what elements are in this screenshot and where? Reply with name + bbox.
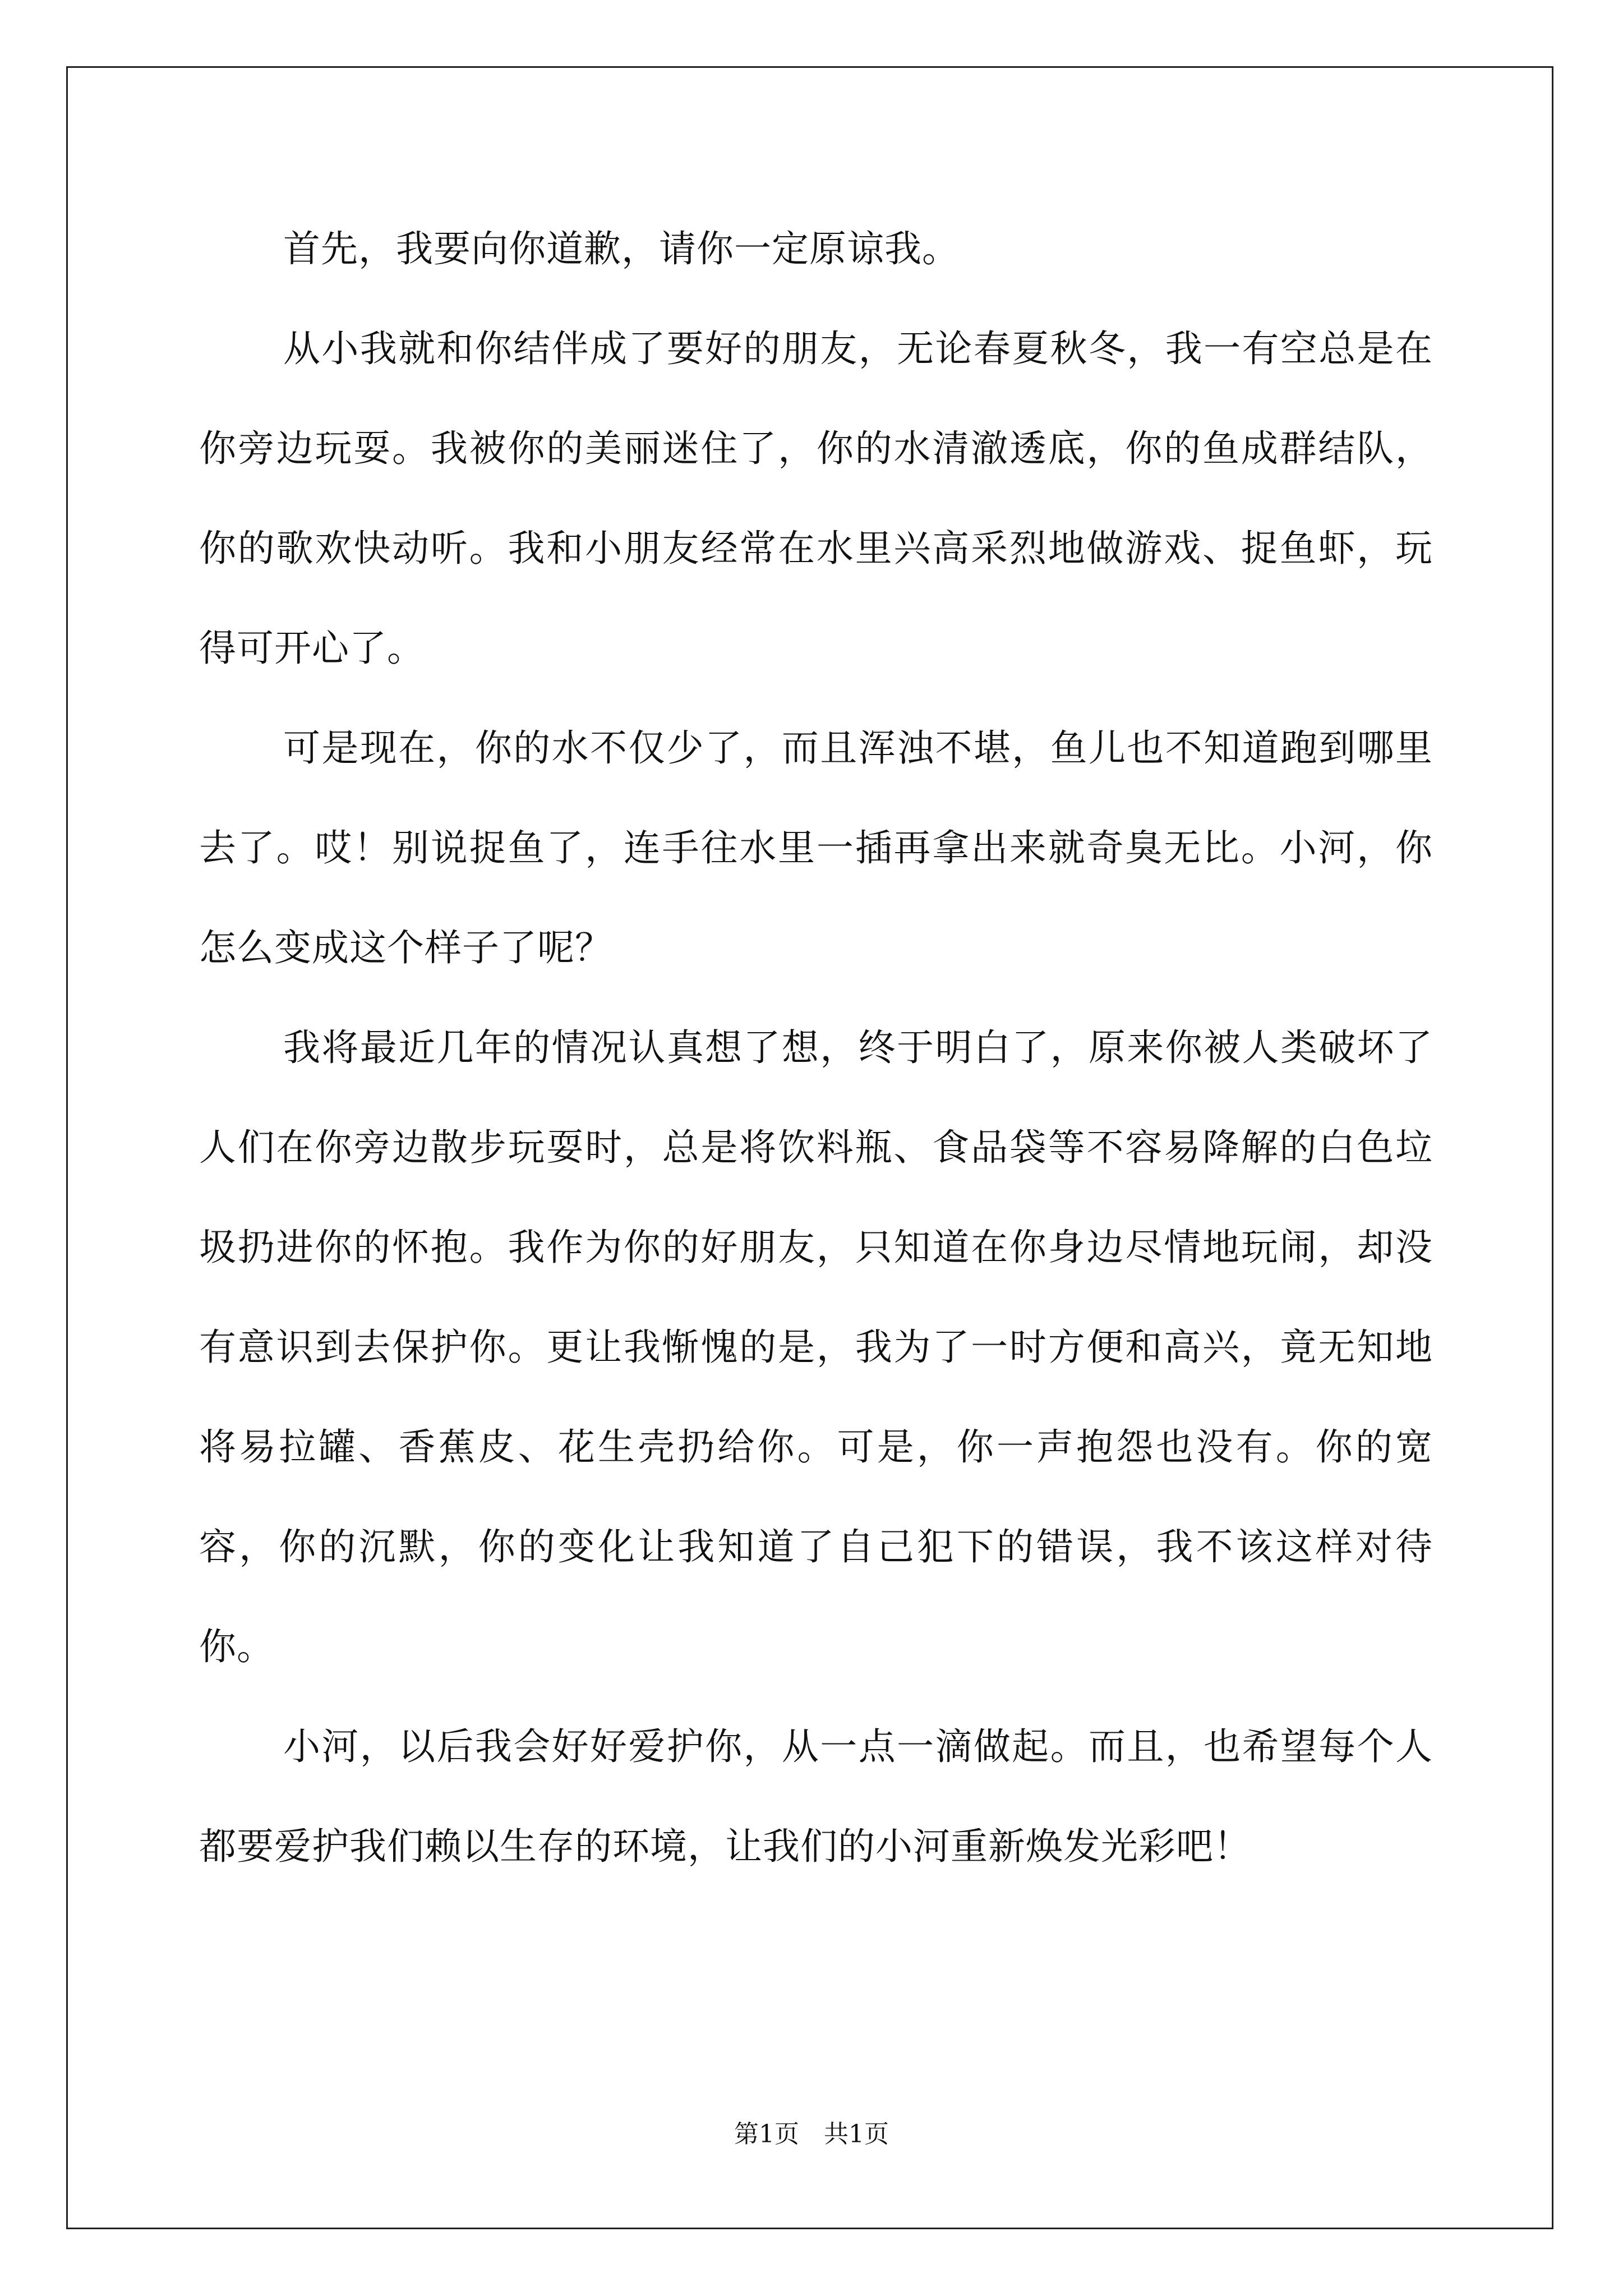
- document-body: [199, 199, 1433, 1897]
- paragraph-5: 小河，以后我会好好爱护你，从一点一滴做起。而且，也希望每个人都要爱护我们赖以生存的环境，让我们的小河重新焕发光彩吧！: [199, 1725, 1433, 1868]
- page-number: 第1页 共1页: [734, 2120, 889, 2148]
- paragraph-2: 从小我就和你结伴成了要好的朋友，无论春夏秋冬，我一有空总是在你旁边玩耍。我被你的美丽迷住了，你的水清澈透底，你的鱼成群结队，你的歌欢快动听。我和小朋友经常在水里兴高采烈地做游戏、捉鱼虾，玩得可开心了。: [199, 327, 1433, 670]
- paragraph-4: 我将最近几年的情况认真想了想，终于明白了，原来你被人类破坏了人们在你旁边散步玩耍时，总是将饮料瓶、食品袋等不容易降解的白色垃圾扔进你的怀抱。我作为你的好朋友，只知道在你身边尽情地玩闹，却没有意识到去保护你。更让我惭愧的是，我为了一时方便和高兴，竟无知地将易拉罐、香蕉皮、花生壳扔给你。可是，你一声抱怨也没有。你的宽容，你的沉默，你的变化让我知道了自己犯下的错误，我不该这样对待你。: [199, 1026, 1433, 1668]
- paragraph-1: 首先，我要向你道歉，请你一定原谅我。: [283, 227, 960, 270]
- paragraph-3: 可是现在，你的水不仅少了，而且浑浊不堪，鱼儿也不知道跑到哪里去了。哎！别说捉鱼了，连手往水里一插再拿出来就奇臭无比。小河，你怎么变成这个样子了呢？: [199, 726, 1433, 969]
